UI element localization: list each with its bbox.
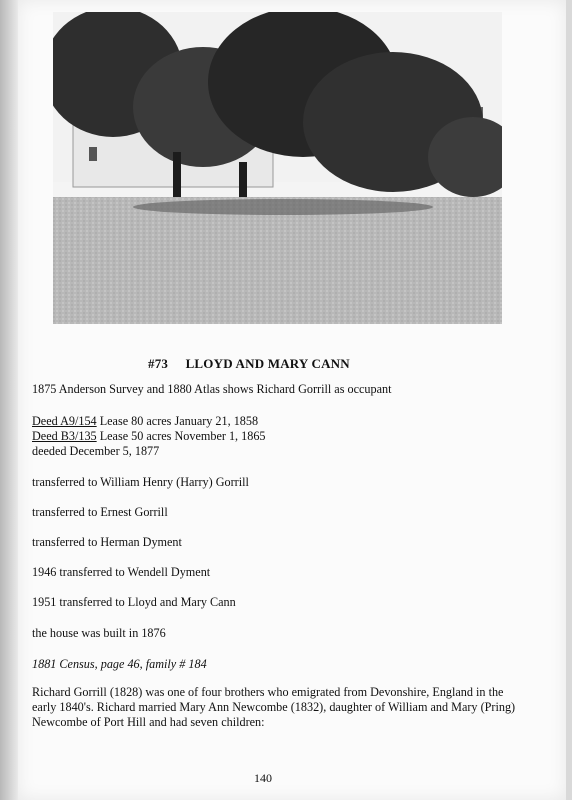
deed-ref-2: Deed B3/135 [32, 429, 97, 443]
property-number: #73 [148, 356, 169, 371]
transfer-line-2: transferred to Ernest Gorrill [32, 505, 168, 519]
deed-line-2 [32, 429, 266, 444]
deed-text-2: Lease 50 acres November 1, 1865 [96, 429, 266, 443]
transfer-line-4: 1946 transferred to Wendell Dyment [32, 565, 211, 579]
page-number: 140 [254, 771, 272, 785]
deed-ref-1: Deed A9/154 [32, 414, 97, 428]
property-owners: LLOYD AND MARY CANN [185, 356, 350, 371]
census-line: 1881 Census, page 46, family # 184 [32, 657, 207, 671]
transfer-line-5: 1951 transferred to Lloyd and Mary Cann [32, 595, 236, 609]
intro-line: 1875 Anderson Survey and 1880 Atlas shows Richard Gorrill as occupant [32, 382, 392, 396]
deeded-line: deeded December 5, 1877 [32, 444, 160, 458]
transfer-line-3: transferred to Herman Dyment [32, 535, 182, 549]
deed-line-1 [32, 414, 258, 429]
deed-text-1: Lease 80 acres January 21, 1858 [96, 414, 259, 428]
history-paragraph: Richard Gorrill (1828) was one of four brothers who emigrated from Devonshire, England in the early 1840's. Richard married Mary Ann Newcombe (1832), daughter of William and Mary (Pring) Newcombe of Port Hill and had seven children: [32, 685, 516, 729]
built-line: the house was built in 1876 [32, 626, 166, 640]
page-heading [148, 356, 448, 372]
house-photo [53, 12, 502, 324]
transfer-line-1: transferred to William Henry (Harry) Gorrill [32, 475, 249, 489]
house-photo-drawing [53, 12, 502, 324]
page-edge-shadow [0, 0, 18, 800]
document-page [18, 0, 566, 800]
